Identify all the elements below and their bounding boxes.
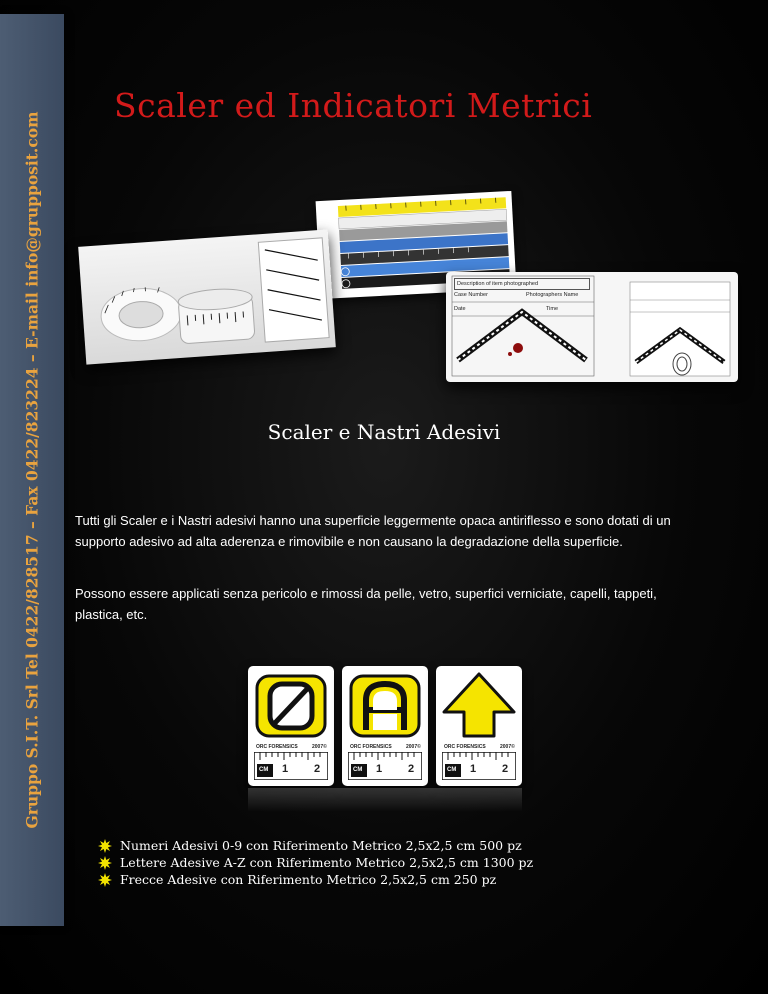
product-item-label: Frecce Adesive con Riferimento Metrico 2,5x2,5 cm 250 pz — [120, 872, 497, 887]
sticker-brand: ORC FORENSICS — [350, 744, 392, 750]
card-case-number-label: Case Number — [454, 292, 488, 298]
zero-symbol-icon — [248, 666, 334, 742]
sticker-code: 2007© — [406, 744, 421, 750]
photo-l-scale-cards — [446, 272, 738, 382]
sticker-code: 2007© — [312, 744, 327, 750]
card-photographer-label: Photographers Name — [526, 292, 579, 298]
description-paragraph-1: Tutti gli Scaler e i Nastri adesivi hanno una superficie leggermente opaca antiriflesso e sono dotati di un supporto adesivo ad alta aderenza e rimovibile e non causano la degradazione della superficie. — [75, 513, 671, 549]
letter-a-symbol-icon — [342, 666, 428, 742]
yellow-star-burst-icon — [98, 839, 112, 853]
yellow-star-burst-icon — [98, 856, 112, 870]
sticker-unit: CM — [259, 767, 269, 773]
section-subtitle: Scaler e Nastri Adesivi — [267, 420, 501, 444]
product-item-label: Lettere Adesive A-Z con Riferimento Metrico 2,5x2,5 cm 1300 pz — [120, 855, 534, 870]
sticker-ruler-2: 2 — [314, 763, 321, 775]
l-scale-cards-illustration — [446, 272, 738, 382]
sticker-brand: ORC FORENSICS — [256, 744, 298, 750]
sticker-reflection — [248, 788, 522, 812]
sticker-samples — [248, 666, 522, 786]
sticker-unit: CM — [447, 767, 457, 773]
sticker-ruler-1: 1 — [282, 763, 289, 775]
sticker-arrow — [436, 666, 522, 786]
product-item-label: Numeri Adesivi 0-9 con Riferimento Metrico 2,5x2,5 cm 500 pz — [120, 838, 522, 853]
sticker-ruler-2: 2 — [408, 763, 415, 775]
tape-rolls-illustration — [78, 229, 336, 364]
description-paragraph-2: Possono essere applicati senza pericolo e rimossi da pelle, vetro, superfici verniciate, capelli, tappeti, plastica, etc. — [75, 586, 657, 622]
sticker-ruler-1: 1 — [470, 763, 477, 775]
list-item — [98, 871, 533, 888]
contact-info-text: Gruppo S.I.T. Srl Tel 0422/828517 – Fax 0422/823224 – E-mail info@grupposit.com — [22, 111, 42, 829]
sticker-unit: CM — [353, 767, 363, 773]
yellow-star-burst-icon — [98, 873, 112, 887]
sticker-letter — [342, 666, 428, 786]
product-list — [98, 837, 533, 888]
sticker-ruler-1: 1 — [376, 763, 383, 775]
sticker-number — [248, 666, 334, 786]
list-item — [98, 837, 533, 854]
card-time-label: Time — [546, 306, 559, 312]
card-description-label: Description of item photographed — [454, 278, 590, 290]
photo-tape-rolls — [78, 229, 336, 364]
arrow-up-icon — [436, 666, 522, 742]
sticker-code: 2007© — [500, 744, 515, 750]
sticker-brand: ORC FORENSICS — [444, 744, 486, 750]
card-date-label: Date — [454, 306, 466, 312]
sticker-ruler-2: 2 — [502, 763, 509, 775]
contact-sidebar — [0, 14, 64, 926]
page-title: Scaler ed Indicatori Metrici — [114, 86, 593, 125]
list-item — [98, 854, 533, 871]
